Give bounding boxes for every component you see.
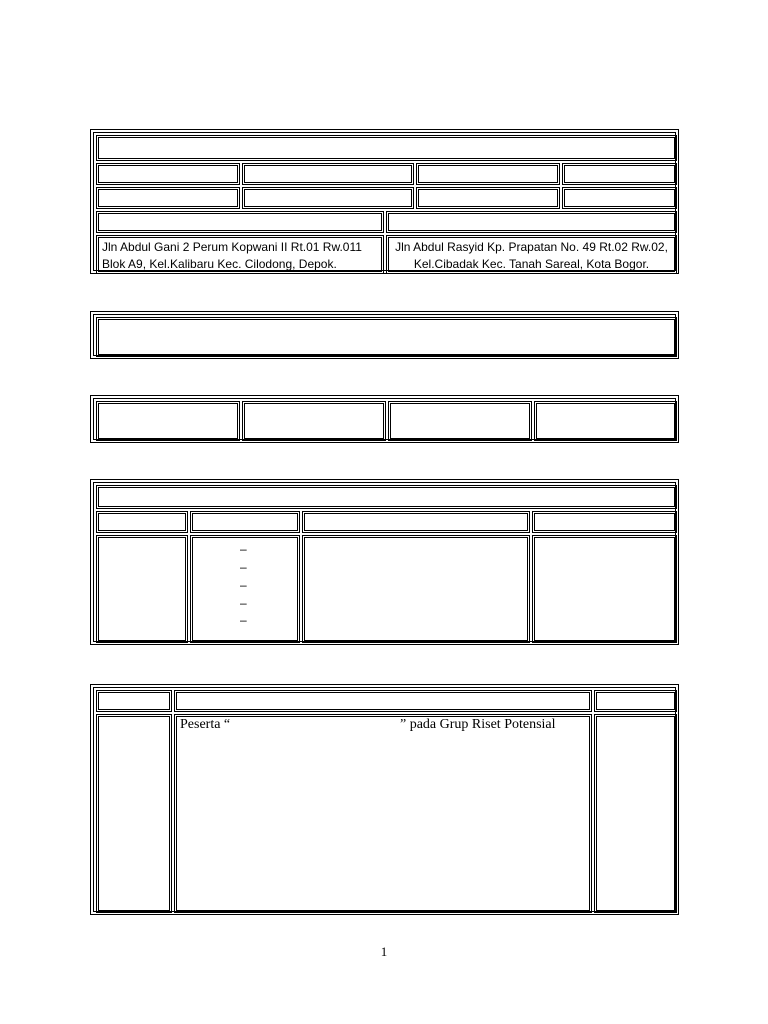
info-row-table <box>90 395 679 443</box>
address-left-line2: Blok A9, Kel.Kalibaru Kec. Cilodong, Depok. <box>102 257 337 271</box>
identity-row2-cell4 <box>562 187 677 209</box>
identity-title-cell <box>96 135 677 161</box>
education-header-2 <box>190 511 300 533</box>
address-left-cell <box>96 235 384 274</box>
education-table <box>90 479 679 645</box>
address-right-line1: Jln Abdul Rasyid Kp. Prapatan No. 49 Rt.02 Rw.02, <box>395 240 668 254</box>
address-right-cell <box>386 235 677 274</box>
address-left-line1: Jln Abdul Gani 2 Perum Kopwani II Rt.01 Rw.011 <box>102 240 362 254</box>
identity-row1-cell4 <box>562 163 677 185</box>
education-body-3 <box>302 535 530 643</box>
education-body-2 <box>190 535 300 643</box>
page-number: 1 <box>380 944 388 959</box>
education-dash: – <box>240 542 247 556</box>
education-header-3 <box>302 511 530 533</box>
experience-header-1 <box>96 690 172 712</box>
experience-body-1 <box>96 714 172 913</box>
info-cell-4 <box>534 401 677 441</box>
experience-header-2 <box>174 690 592 712</box>
experience-header-3 <box>594 690 677 712</box>
address-header-right <box>386 211 677 233</box>
education-header-1 <box>96 511 188 533</box>
education-dash: – <box>240 596 247 610</box>
identity-row2-cell3 <box>416 187 560 209</box>
identity-row1-cell2 <box>242 163 414 185</box>
identity-table <box>90 129 679 274</box>
experience-entry-prefix: Peserta “ <box>180 717 231 732</box>
education-body-1 <box>96 535 188 643</box>
info-cell-3 <box>388 401 532 441</box>
info-cell-2 <box>242 401 386 441</box>
education-dash: – <box>240 560 247 574</box>
identity-row2-cell1 <box>96 187 240 209</box>
identity-row2-cell2 <box>242 187 414 209</box>
address-right-line2: Kel.Cibadak Kec. Tanah Sareal, Kota Bogor. <box>413 257 650 271</box>
title-box-cell <box>96 317 677 357</box>
title-box <box>90 311 679 359</box>
experience-body-3 <box>594 714 677 913</box>
identity-row1-cell1 <box>96 163 240 185</box>
experience-table <box>90 684 679 915</box>
education-header-4 <box>532 511 677 533</box>
education-dash: – <box>240 578 247 592</box>
identity-row1-cell3 <box>416 163 560 185</box>
education-dash: – <box>240 613 247 627</box>
address-header-left <box>96 211 384 233</box>
experience-body-2 <box>174 714 592 913</box>
education-body-4 <box>532 535 677 643</box>
education-title-cell <box>96 485 677 509</box>
experience-entry-suffix: ” pada Grup Riset Potensial <box>400 717 556 732</box>
info-cell-1 <box>96 401 240 441</box>
